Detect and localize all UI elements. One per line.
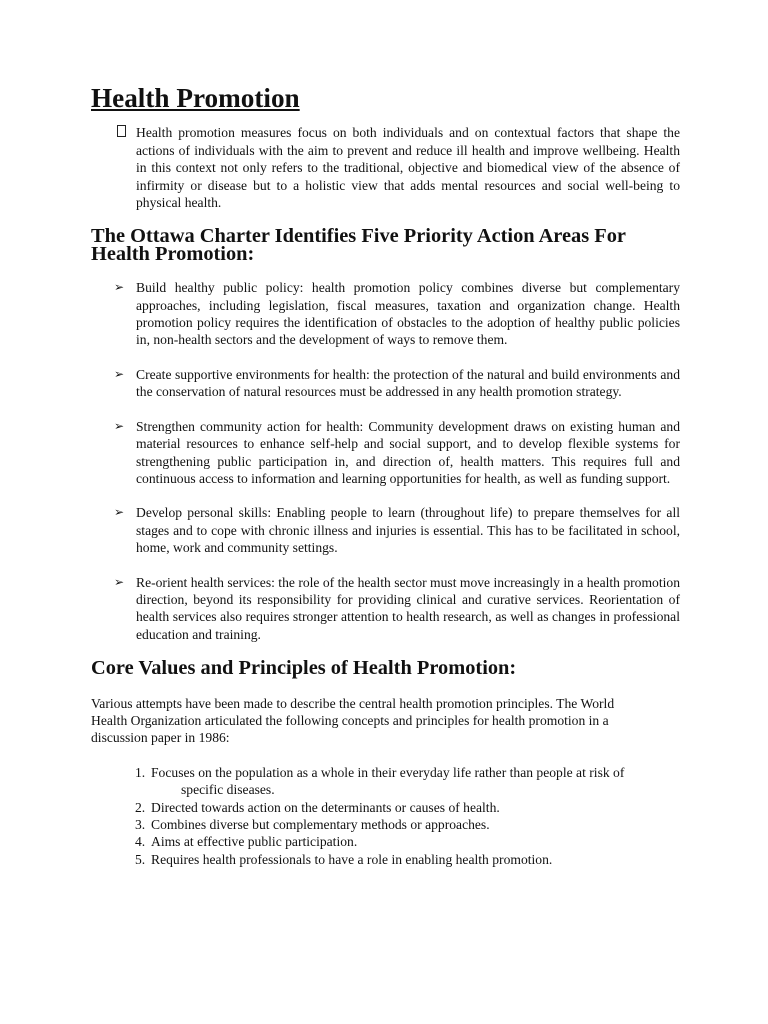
section-title-core-values: Core Values and Principles of Health Promotion: [91, 657, 517, 680]
principle-number: 1. [135, 764, 146, 780]
principles-list [135, 764, 680, 868]
principle-text: Aims at effective public participation. [151, 834, 358, 850]
action-item [114, 574, 680, 644]
action-item [114, 366, 680, 401]
action-item [114, 418, 680, 488]
principle-number: 3. [135, 817, 146, 832]
principle-line: Focuses on the population as a whole in their everyday life rather than people at risk of [151, 764, 625, 780]
action-item-text: Develop personal skills: Enabling people to learn (throughout life) to prepare themselves for all stages and to cope with chronic illness and injuries is essential. This has to be facilitated in school, home, work and community settings. [136, 505, 680, 556]
section-title-health-promotion: Health Promotion [91, 83, 300, 113]
action-item-text: Strengthen community action for health: Community development draws on existing human and material resources to enhance self-help and social support, and to develop flexible systems for strengthening public participation in, and direction of, health matters. This requires full and continuous access to information and learning opportunities for health, as well as funding support. [136, 418, 680, 486]
action-item [114, 504, 680, 556]
action-item-text: Build healthy public policy: health promotion policy combines diverse but complementary approaches, including legislation, fiscal measures, taxation and organization change. Health promotion policy requires the identification of obstacles to the adoption of healthy public policies in, non-health sectors and the development of ways to remove them. [136, 280, 680, 348]
principle-number: 2. [135, 799, 146, 815]
principle-item [135, 851, 680, 868]
action-item-text: Re-orient health services: the role of the health sector must move increasingly in a health promotion direction, beyond its responsibility for providing clinical and curative services. Reorientation of health services also requires stronger attention to health research, as well as changes in professional education and training. [136, 574, 680, 642]
action-item-text: Create supportive environments for health: the protection of the natural and build environments and the conservation of natural resources must be addressed in any health promotion strategy. [136, 366, 680, 400]
box-bullet-icon [117, 124, 136, 211]
intro-bullet-text: Health promotion measures focus on both individuals and on contextual factors that shape the actions of individuals with the aim to prevent and reduce ill health and improve wellbeing. Health in this context not only refers to the traditional, objective and biomedical view of the absence of infirmity or disease but to a holistic view that adds mental resources and social well-being to physical health. [136, 125, 680, 211]
action-item [114, 279, 680, 349]
arrow-bullet-icon: ➢ [114, 505, 125, 520]
principle-number: 4. [135, 834, 146, 850]
principle-item [135, 764, 680, 799]
principle-item [135, 816, 680, 833]
arrow-bullet-icon: ➢ [114, 418, 125, 433]
arrow-bullet-icon: ➢ [114, 366, 125, 381]
principle-text: Requires health professionals to have a role in enabling health promotion. [151, 851, 553, 867]
principle-item [135, 799, 680, 816]
principle-text: Combines diverse but complementary methods or approaches. [151, 817, 490, 832]
arrow-bullet-icon: ➢ [114, 574, 125, 589]
principle-text: Directed towards action on the determinants or causes of health. [151, 799, 500, 815]
principle-number: 5. [135, 851, 146, 867]
intro-bullet-item [117, 124, 680, 211]
priority-action-list [91, 279, 680, 643]
principle-item [135, 833, 680, 850]
principle-text [151, 764, 680, 799]
section-title-ottawa-charter: The Ottawa Charter Identifies Five Priority Action Areas For Health Promotion: [91, 225, 626, 265]
intro-paragraph: Various attempts have been made to describe the central health promotion principles. The World Health Organization articulated the following concepts and principles for health promotion in a discussion paper in 1986: [91, 695, 615, 746]
principle-line-continuation: specific diseases. [181, 782, 275, 798]
arrow-bullet-icon: ➢ [114, 280, 125, 295]
